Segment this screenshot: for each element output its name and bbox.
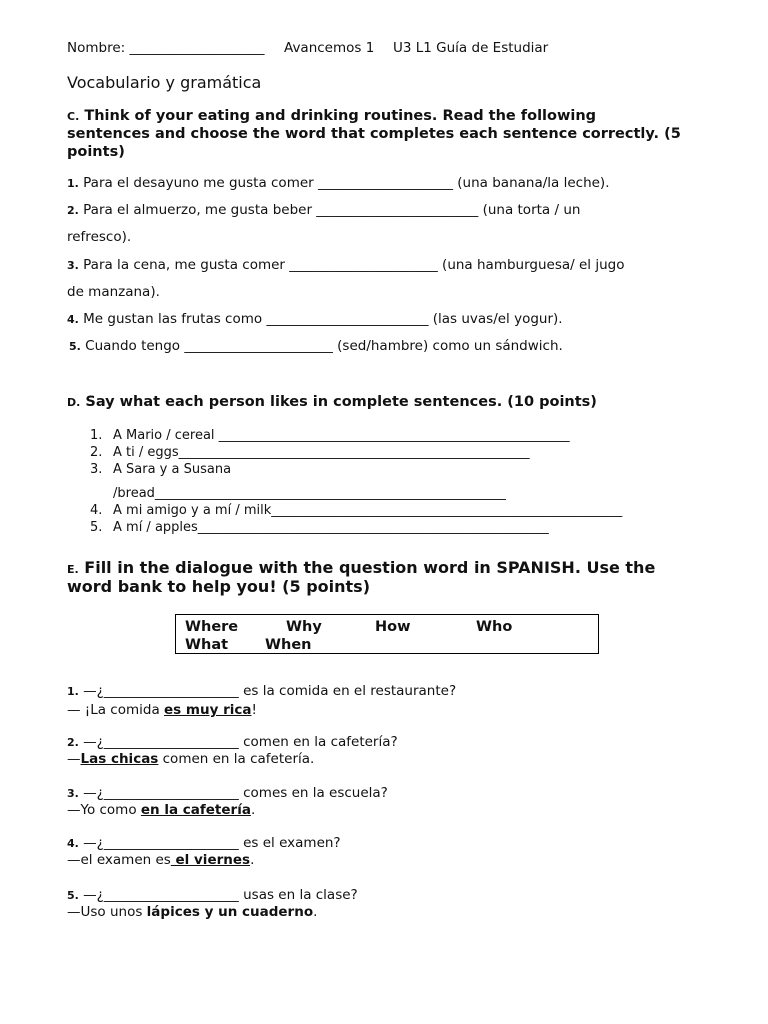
word-bank-word: When (265, 637, 312, 653)
list-item: 2. Para el almuerzo, me gusta beber ________________________ (una torta / un (67, 202, 581, 218)
section-e-letter: E. (67, 563, 79, 576)
section-e-instructions: E. Fill in the dialogue with the question word in SPANISH. Use the (67, 558, 656, 577)
section-d-letter: D. (67, 396, 81, 409)
word-bank-word: What (185, 637, 229, 653)
word-bank-word: Where (185, 619, 239, 635)
dialogue-answer: —Las chicas comen en la cafetería. (67, 751, 315, 767)
list-item: 4. A mi amigo y a mí / milk______________________________________________________ (90, 503, 623, 518)
list-item-continuation: de manzana). (67, 284, 160, 300)
section-d-instructions: D. Say what each person likes in complete sentences. (10 points) (67, 394, 597, 410)
list-item: 1. Para el desayuno me gusta comer ____________________ (una banana/la leche). (67, 175, 610, 191)
list-item: 4. Me gustan las frutas como ________________________ (las uvas/el yogur). (67, 311, 563, 327)
unit-title: U3 L1 Guía de Estudiar (393, 40, 549, 56)
list-item: 3. Para la cena, me gusta comer ______________________ (una hamburguesa/ el jugo (67, 257, 625, 273)
word-bank (175, 614, 599, 654)
dialogue-question: 2. —¿____________________ comen en la cafetería? (67, 734, 398, 750)
dialogue-answer: — ¡La comida es muy rica! (67, 702, 257, 718)
name-field-label: Nombre: ____________________ (67, 40, 265, 56)
page-title: Vocabulario y gramática (67, 73, 262, 92)
list-item: 3. A Sara y a Susana (90, 462, 232, 477)
dialogue-answer: —Yo como en la cafetería. (67, 802, 256, 818)
list-item-continuation: /bread______________________________________________________ (113, 486, 506, 501)
course-name: Avancemos 1 (284, 40, 375, 56)
word-bank-word: Why (286, 619, 322, 635)
dialogue-answer: —Uso unos lápices y un cuaderno. (67, 904, 318, 920)
dialogue-question: 5. —¿____________________ usas en la clase? (67, 887, 358, 903)
dialogue-question: 3. —¿____________________ comes en la escuela? (67, 785, 388, 801)
section-e-instructions-line-2: word bank to help you! (5 points) (67, 577, 370, 596)
word-bank-word: How (375, 619, 411, 635)
section-c-instructions-line-3: points) (67, 144, 125, 160)
dialogue-question: 4. —¿____________________ es el examen? (67, 835, 341, 851)
dialogue-question: 1. —¿____________________ es la comida en el restaurante? (67, 683, 457, 699)
list-item: 5. Cuando tengo ______________________ (sed/hambre) como un sándwich. (69, 338, 563, 354)
dialogue-answer: —el examen es el viernes. (67, 852, 255, 868)
list-item: 1. A Mario / cereal ______________________________________________________ (90, 428, 570, 443)
word-bank-word: Who (476, 619, 513, 635)
list-item-continuation: refresco). (67, 229, 132, 245)
section-c-instructions-line-2: sentences and choose the word that completes each sentence correctly. (5 (67, 126, 681, 142)
list-item: 2. A ti / eggs______________________________________________________ (90, 445, 530, 460)
list-item: 5. A mí / apples______________________________________________________ (90, 520, 549, 535)
section-c-instructions: C. Think of your eating and drinking routines. Read the following (67, 108, 597, 124)
section-c-letter: C. (67, 110, 80, 123)
